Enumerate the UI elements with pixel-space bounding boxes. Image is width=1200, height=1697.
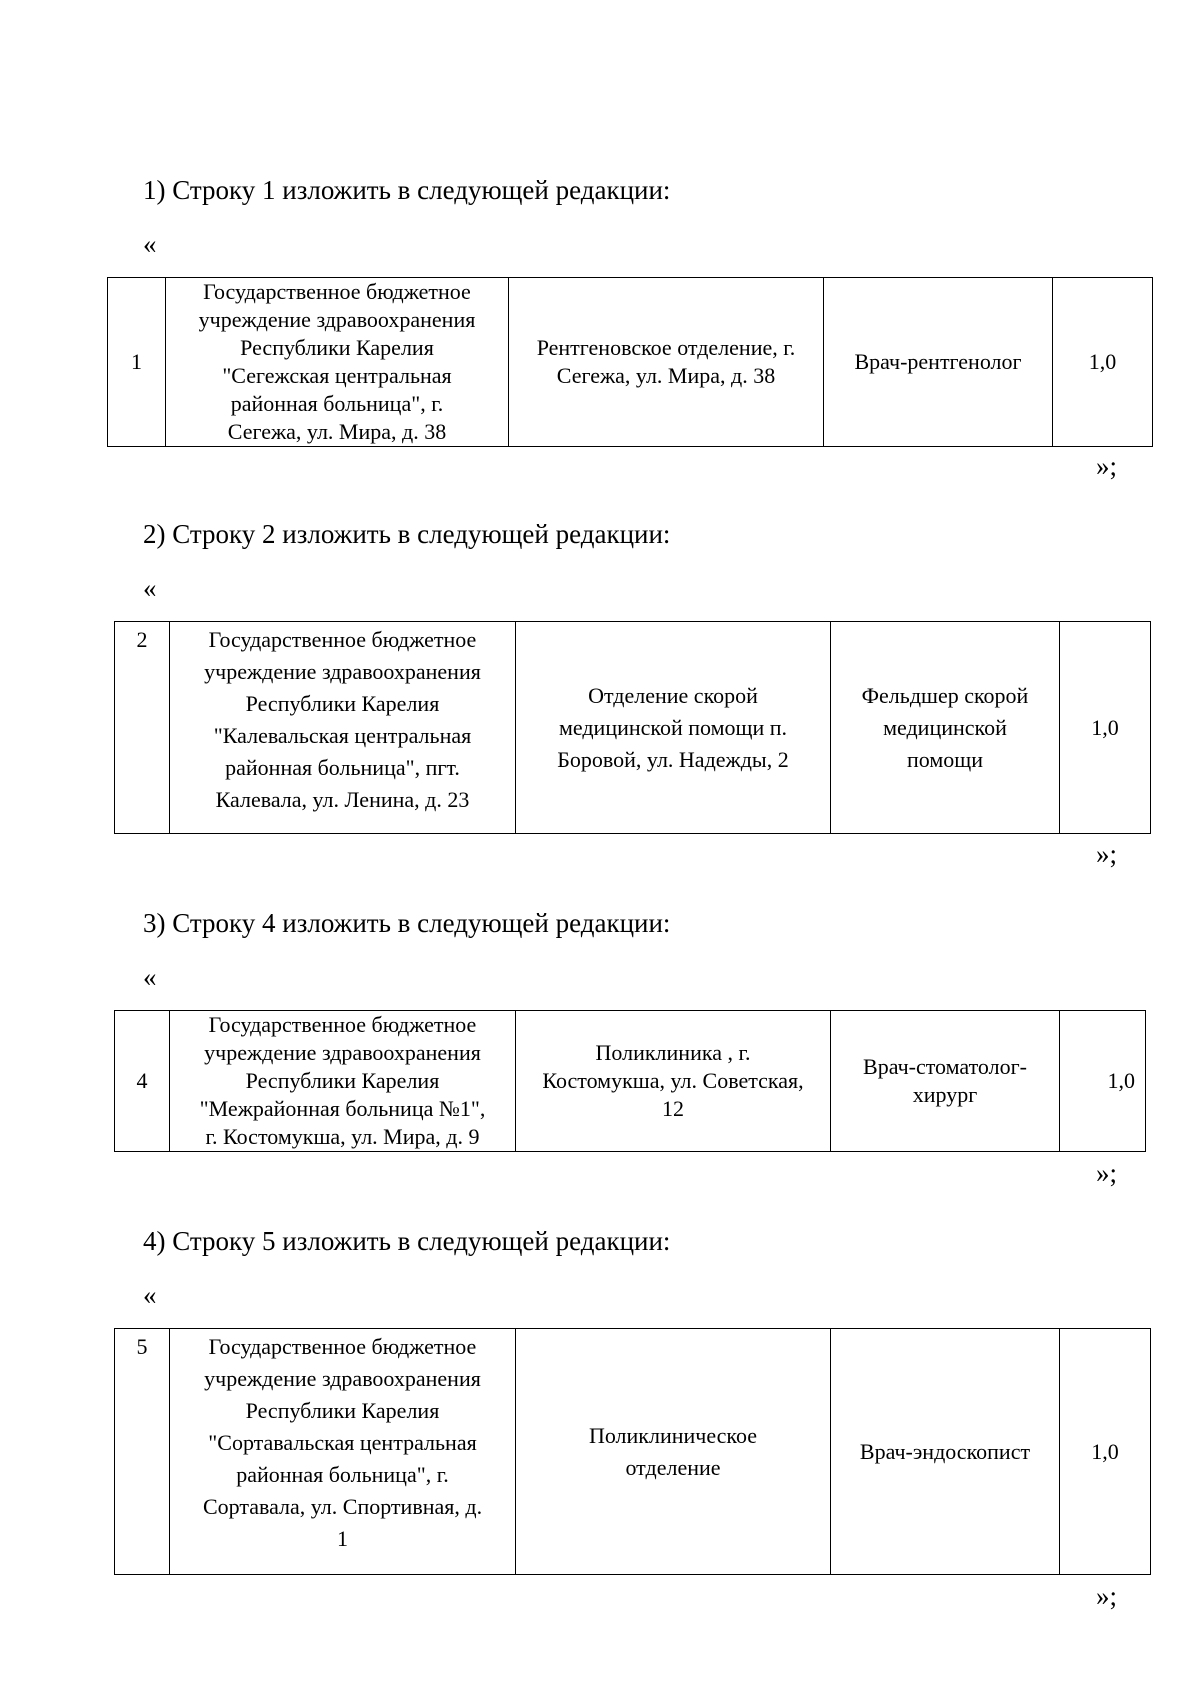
department-line: отделение [625,1454,721,1480]
section-4-heading: 4) Строку 5 изложить в следующей редакции: [143,1226,671,1256]
institution-line: "Калевальская центральная [213,723,472,748]
institution-line: г. Костомукша, ул. Мира, д. 9 [205,1124,480,1149]
section-3-table [114,1010,1146,1152]
institution-cell [170,1011,516,1152]
position-cell [831,1011,1060,1152]
department-line: Рентгеновское отделение, г. [536,335,796,360]
position-cell [831,1329,1060,1575]
position-line: помощи [907,746,983,772]
position-line: Врач-эндоскопист [859,1438,1031,1464]
position-line: Врач-стоматолог- [863,1054,1027,1079]
position-line: медицинской [883,714,1007,740]
rate-cell: 1,0 [1053,278,1153,447]
table-row [108,278,1153,447]
section-3-open-quote: « [143,962,157,992]
institution-line: учреждение здравоохранения [204,659,481,684]
institution-line: 1 [337,1526,348,1551]
institution-line: учреждение здравоохранения [204,1366,481,1391]
section-2-open-quote: « [143,573,157,603]
row-number-cell: 1 [108,278,166,447]
institution-cell [170,1329,516,1575]
institution-line: Государственное бюджетное [208,1012,477,1037]
department-cell [516,622,831,834]
row-number-cell: 2 [115,622,170,834]
institution-line: Калевала, ул. Ленина, д. 23 [215,787,470,812]
row-number-cell: 5 [115,1329,170,1575]
section-1-open-quote: « [143,229,157,259]
institution-line: районная больница", г. [236,1462,449,1487]
institution-line: Государственное бюджетное [203,279,471,304]
rate-cell: 1,0 [1060,622,1151,834]
table-row [115,1329,1151,1575]
section-1-table [107,277,1153,447]
position-cell [831,622,1060,834]
institution-line: районная больница", пгт. [225,755,460,780]
institution-line: учреждение здравоохранения [198,307,476,332]
rate-cell: 1,0 [1060,1011,1146,1152]
department-line: 12 [662,1096,684,1121]
section-1-heading: 1) Строку 1 изложить в следующей редакции: [143,175,671,205]
institution-line: Республики Карелия [245,1068,440,1093]
institution-line: "Межрайонная больница №1", [199,1096,486,1121]
section-2-heading: 2) Строку 2 изложить в следующей редакции: [143,519,671,549]
institution-line: "Сортавальская центральная [208,1430,477,1455]
department-line: Боровой, ул. Надежды, 2 [557,746,789,772]
institution-line: Сегежа, ул. Мира, д. 38 [227,419,447,444]
section-2-table [114,621,1151,834]
position-line: Фельдшер скорой [861,682,1029,708]
department-cell [509,278,824,447]
section-4-close-quote: »; [1096,1581,1118,1611]
table-row [115,622,1151,834]
rate-cell: 1,0 [1060,1329,1151,1575]
department-line: Поликлиника , г. [595,1040,751,1065]
row-number-cell: 4 [115,1011,170,1152]
section-1-close-quote: »; [1096,451,1118,481]
position-line: хирург [912,1082,978,1107]
institution-line: Сортавала, ул. Спортивная, д. [202,1494,483,1519]
position-line: Врач-рентгенолог [854,349,1022,374]
section-3-heading: 3) Строку 4 изложить в следующей редакции: [143,908,671,938]
institution-cell [166,278,509,447]
department-line: Сегежа, ул. Мира, д. 38 [556,363,776,388]
institution-line: районная больница", г. [230,391,444,416]
institution-line: "Сегежская центральная [222,363,452,388]
institution-line: Государственное бюджетное [208,1334,477,1359]
section-4-open-quote: « [143,1280,157,1310]
institution-line: Республики Карелия [245,1398,440,1423]
institution-line: Республики Карелия [245,691,440,716]
institution-line: Государственное бюджетное [208,627,477,652]
section-2-close-quote: »; [1096,839,1118,869]
department-cell [516,1011,831,1152]
department-cell [516,1329,831,1575]
department-line: Костомукша, ул. Советская, [542,1068,804,1093]
institution-line: учреждение здравоохранения [204,1040,481,1065]
department-line: Отделение скорой [588,682,758,708]
department-line: медицинской помощи п. [558,714,788,740]
institution-line: Республики Карелия [240,335,434,360]
position-cell [824,278,1053,447]
institution-cell [170,622,516,834]
section-3-close-quote: »; [1096,1158,1118,1188]
section-4-table [114,1328,1151,1575]
table-row [115,1011,1146,1152]
department-line: Поликлиническое [588,1422,758,1448]
